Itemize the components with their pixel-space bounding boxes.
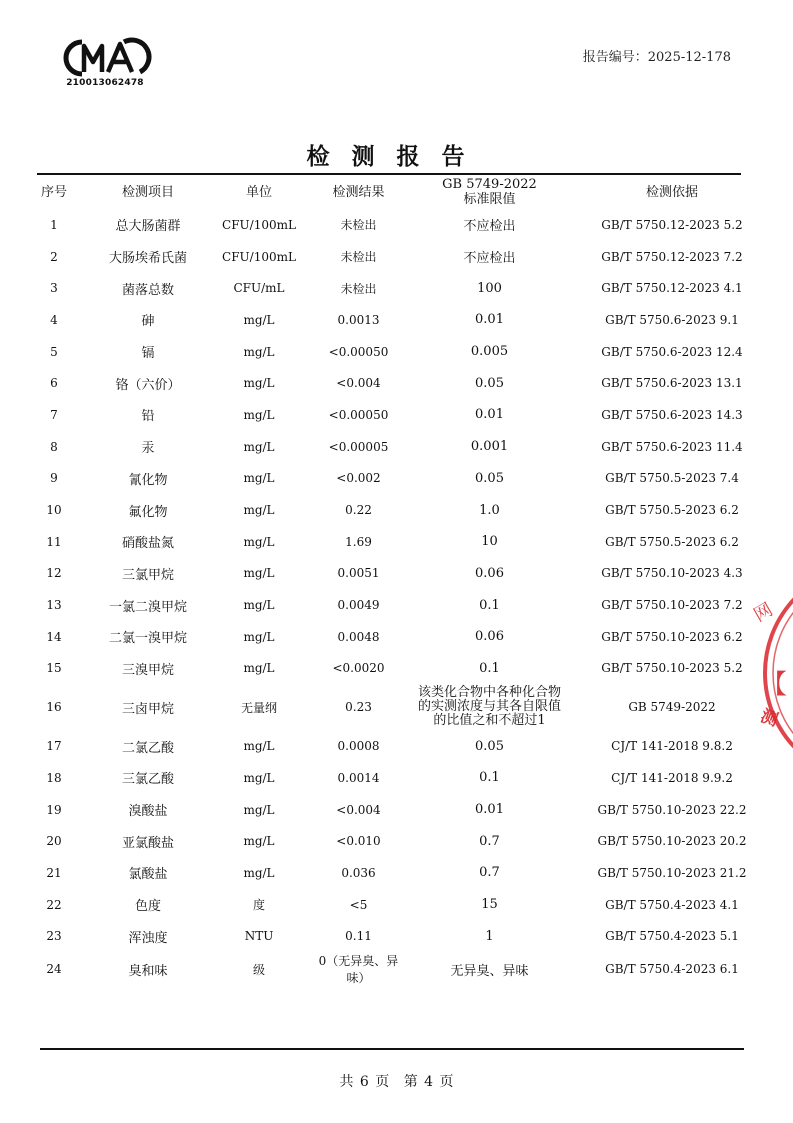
page-title: 检测报告	[306, 144, 487, 170]
row-seq: 9	[50, 471, 58, 486]
table-row	[20, 730, 772, 762]
row-result: 1.69	[345, 534, 372, 549]
column-header-unit: 单位	[245, 184, 272, 200]
row-limit: 0.05	[475, 470, 504, 486]
table-row	[20, 241, 772, 273]
row-limit: 0.005	[470, 344, 509, 360]
row-unit: 度	[252, 898, 265, 913]
row-seq: 24	[46, 962, 62, 977]
row-limit: 1.0	[479, 502, 500, 518]
row-method: GB/T 5750.6-2023 11.4	[601, 439, 743, 454]
table-row	[20, 653, 772, 685]
row-result: 未检出	[340, 250, 377, 265]
table-row	[20, 209, 772, 241]
row-seq: 12	[46, 566, 62, 581]
row-seq: 19	[46, 802, 62, 817]
row-limit: 0.1	[479, 660, 500, 676]
row-seq: 1	[50, 217, 58, 232]
row-method: GB/T 5750.5-2023 6.2	[605, 534, 739, 549]
row-unit: mg/L	[243, 566, 275, 581]
row-method: GB/T 5750.4-2023 4.1	[605, 897, 739, 912]
row-item: 总大肠菌群	[115, 219, 181, 235]
row-result: 0（无异臭、异味）	[318, 954, 399, 986]
cma-number: 210013062478	[66, 78, 144, 88]
column-header-method: 检测依据	[645, 184, 698, 200]
row-unit: mg/L	[243, 503, 275, 518]
row-limit: 0.01	[475, 802, 504, 818]
row-item: 氟化物	[128, 504, 168, 520]
row-result: 0.0049	[337, 598, 380, 613]
row-seq: 16	[46, 700, 62, 715]
row-item: 三氯乙酸	[121, 772, 174, 788]
row-seq: 4	[50, 312, 58, 327]
row-limit: 不应检出	[463, 219, 516, 235]
row-seq: 22	[46, 897, 62, 912]
row-method: CJ/T 141-2018 9.8.2	[611, 739, 733, 754]
official-seal	[750, 585, 793, 760]
table-row	[20, 463, 772, 495]
row-unit: mg/L	[243, 661, 275, 676]
row-unit: mg/L	[243, 865, 275, 880]
row-unit: mg/L	[243, 439, 275, 454]
row-result: 0.036	[341, 865, 376, 880]
row-item: 二氯乙酸	[121, 740, 174, 756]
seal-graphic	[750, 585, 793, 760]
row-unit: mg/L	[243, 629, 275, 644]
row-item: 菌落总数	[121, 282, 174, 298]
row-seq: 13	[46, 598, 62, 613]
row-method: GB/T 5750.6-2023 12.4	[601, 344, 743, 359]
row-limit: 0.01	[475, 312, 504, 328]
table-row	[20, 621, 772, 653]
row-unit: NTU	[244, 929, 274, 944]
row-seq: 23	[46, 929, 62, 944]
table-row	[20, 952, 772, 986]
row-item: 铅	[141, 409, 155, 425]
row-method: GB 5749-2022	[628, 700, 716, 715]
row-result: 0.23	[345, 700, 372, 715]
report-number: 报告编号：2025-12-178	[582, 50, 731, 65]
results-table	[20, 175, 772, 986]
row-item: 溴酸盐	[128, 804, 168, 820]
row-result: 0.11	[345, 929, 372, 944]
row-seq: 10	[46, 503, 62, 518]
row-method: GB/T 5750.10-2023 20.2	[597, 834, 747, 849]
row-item: 汞	[141, 441, 155, 457]
footer-rule	[40, 1048, 744, 1050]
row-result: <0.0020	[332, 661, 385, 676]
row-method: CJ/T 141-2018 9.9.2	[611, 770, 733, 785]
row-method: GB/T 5750.4-2023 5.1	[605, 929, 739, 944]
row-result: 0.0008	[337, 739, 380, 754]
column-header-item: 检测项目	[121, 184, 174, 200]
column-header-result: 检测结果	[332, 184, 385, 200]
row-result: <0.002	[336, 471, 381, 486]
svg-text:测: 测	[757, 706, 781, 731]
row-item: 色度	[134, 899, 161, 915]
table-row	[20, 272, 772, 304]
page-total: 共 6 页	[339, 1074, 390, 1090]
row-unit: CFU/100mL	[222, 217, 296, 232]
row-seq: 17	[46, 739, 62, 754]
row-method: GB/T 5750.6-2023 9.1	[605, 312, 739, 327]
row-method: GB/T 5750.5-2023 6.2	[605, 503, 739, 518]
row-item: 三溴甲烷	[121, 662, 174, 678]
row-result: <5	[349, 897, 368, 912]
table-row	[20, 920, 772, 952]
column-header-limit: GB 5749-2022 标准限值	[442, 177, 537, 207]
row-limit: 0.06	[475, 565, 504, 581]
row-result: <0.004	[336, 376, 381, 391]
row-method: GB/T 5750.6-2023 13.1	[601, 376, 743, 391]
page-current: 第 4 页	[403, 1074, 454, 1090]
row-item: 二氯一溴甲烷	[108, 631, 187, 647]
table-row	[20, 367, 772, 399]
row-result: 0.22	[345, 503, 372, 518]
table-row	[20, 304, 772, 336]
row-unit: mg/L	[243, 802, 275, 817]
row-item: 砷	[141, 314, 155, 330]
row-limit: 0.1	[479, 597, 500, 613]
row-method: GB/T 5750.5-2023 7.4	[605, 471, 739, 486]
row-method: GB/T 5750.12-2023 4.1	[601, 281, 743, 296]
row-method: GB/T 5750.12-2023 5.2	[601, 217, 743, 232]
row-item: 硝酸盐氮	[121, 536, 174, 552]
row-seq: 3	[50, 281, 58, 296]
row-limit: 0.001	[470, 439, 509, 455]
column-header-seq: 序号	[40, 184, 67, 200]
cma-logo-mark	[60, 38, 148, 78]
table-header-row	[20, 175, 772, 209]
table-row	[20, 526, 772, 558]
table-body	[20, 209, 772, 986]
row-limit: 不应检出	[463, 251, 516, 267]
row-limit: 0.1	[479, 770, 500, 786]
svg-text:【: 【	[761, 670, 788, 700]
row-unit: mg/L	[243, 534, 275, 549]
row-seq: 11	[46, 534, 62, 549]
row-unit: mg/L	[243, 739, 275, 754]
row-limit: 0.7	[479, 865, 500, 881]
table-row	[20, 684, 772, 730]
row-unit: CFU/100mL	[222, 249, 296, 264]
row-limit: 0.05	[475, 375, 504, 391]
row-limit: 15	[481, 897, 498, 913]
row-item: 臭和味	[128, 963, 168, 979]
row-result: 0.0048	[337, 629, 380, 644]
row-method: GB/T 5750.10-2023 5.2	[601, 661, 743, 676]
row-limit: 0.01	[475, 407, 504, 423]
row-item: 大肠埃希氏菌	[108, 251, 187, 267]
row-limit: 10	[481, 534, 498, 550]
row-seq: 14	[46, 629, 62, 644]
row-seq: 7	[50, 407, 58, 422]
page-footer	[0, 1071, 793, 1091]
row-item: 铬（六价）	[115, 377, 181, 393]
row-item: 一氯二溴甲烷	[108, 599, 187, 615]
row-item: 三卤甲烷	[121, 701, 174, 717]
row-result: <0.00050	[328, 407, 389, 422]
row-method: GB/T 5750.10-2023 7.2	[601, 598, 743, 613]
row-item: 三氯甲烷	[121, 567, 174, 583]
row-limit: 0.05	[475, 738, 504, 754]
row-seq: 20	[46, 834, 62, 849]
table-row	[20, 794, 772, 826]
row-item: 氰化物	[128, 472, 168, 488]
row-unit: 无量纲	[240, 700, 277, 715]
row-seq: 18	[46, 770, 62, 785]
table-row	[20, 889, 772, 921]
row-method: GB/T 5750.4-2023 6.1	[605, 962, 739, 977]
row-result: <0.010	[336, 834, 381, 849]
row-result: 0.0051	[337, 566, 380, 581]
row-seq: 8	[50, 439, 58, 454]
row-limit: 该类化合物中各种化合物 的实测浓度与其各自限值 的比值之和不超过1	[417, 685, 561, 729]
row-unit: mg/L	[243, 312, 275, 327]
row-result: 未检出	[340, 281, 377, 296]
row-result: <0.00005	[328, 439, 389, 454]
row-unit: mg/L	[243, 598, 275, 613]
table-row	[20, 336, 772, 368]
row-seq: 6	[50, 376, 58, 391]
row-seq: 21	[46, 865, 62, 880]
row-item: 亚氯酸盐	[121, 835, 174, 851]
row-result: 未检出	[340, 218, 377, 233]
table-row	[20, 494, 772, 526]
table-row	[20, 431, 772, 463]
row-unit: mg/L	[243, 770, 275, 785]
row-unit: mg/L	[243, 376, 275, 391]
row-limit: 100	[477, 280, 502, 296]
row-unit: mg/L	[243, 834, 275, 849]
row-method: GB/T 5750.10-2023 21.2	[597, 865, 747, 880]
row-limit: 0.06	[475, 629, 504, 645]
row-item: 浑浊度	[128, 930, 168, 946]
row-result: <0.004	[336, 802, 381, 817]
row-result: 0.0013	[337, 312, 380, 327]
row-method: GB/T 5750.10-2023 6.2	[601, 629, 743, 644]
row-seq: 2	[50, 249, 58, 264]
row-method: GB/T 5750.10-2023 22.2	[597, 802, 747, 817]
row-seq: 15	[46, 661, 62, 676]
table-row	[20, 825, 772, 857]
row-result: <0.00050	[328, 344, 389, 359]
row-limit: 无异臭、异味	[450, 963, 529, 979]
row-seq: 5	[50, 344, 58, 359]
row-method: GB/T 5750.10-2023 4.3	[601, 566, 743, 581]
row-item: 氯酸盐	[128, 867, 168, 883]
table-row	[20, 558, 772, 590]
row-result: 0.0014	[337, 770, 380, 785]
table-row	[20, 589, 772, 621]
row-unit: 级	[252, 962, 265, 977]
table-row	[20, 857, 772, 889]
row-limit: 1	[485, 928, 494, 944]
row-unit: mg/L	[243, 471, 275, 486]
row-limit: 0.7	[479, 833, 500, 849]
row-item: 镉	[141, 346, 155, 362]
row-method: GB/T 5750.6-2023 14.3	[601, 407, 743, 422]
table-row	[20, 399, 772, 431]
svg-text:网: 网	[750, 599, 777, 627]
row-unit: mg/L	[243, 407, 275, 422]
row-method: GB/T 5750.12-2023 7.2	[601, 249, 743, 264]
row-unit: CFU/mL	[233, 281, 285, 296]
row-unit: mg/L	[243, 344, 275, 359]
table-row	[20, 762, 772, 794]
